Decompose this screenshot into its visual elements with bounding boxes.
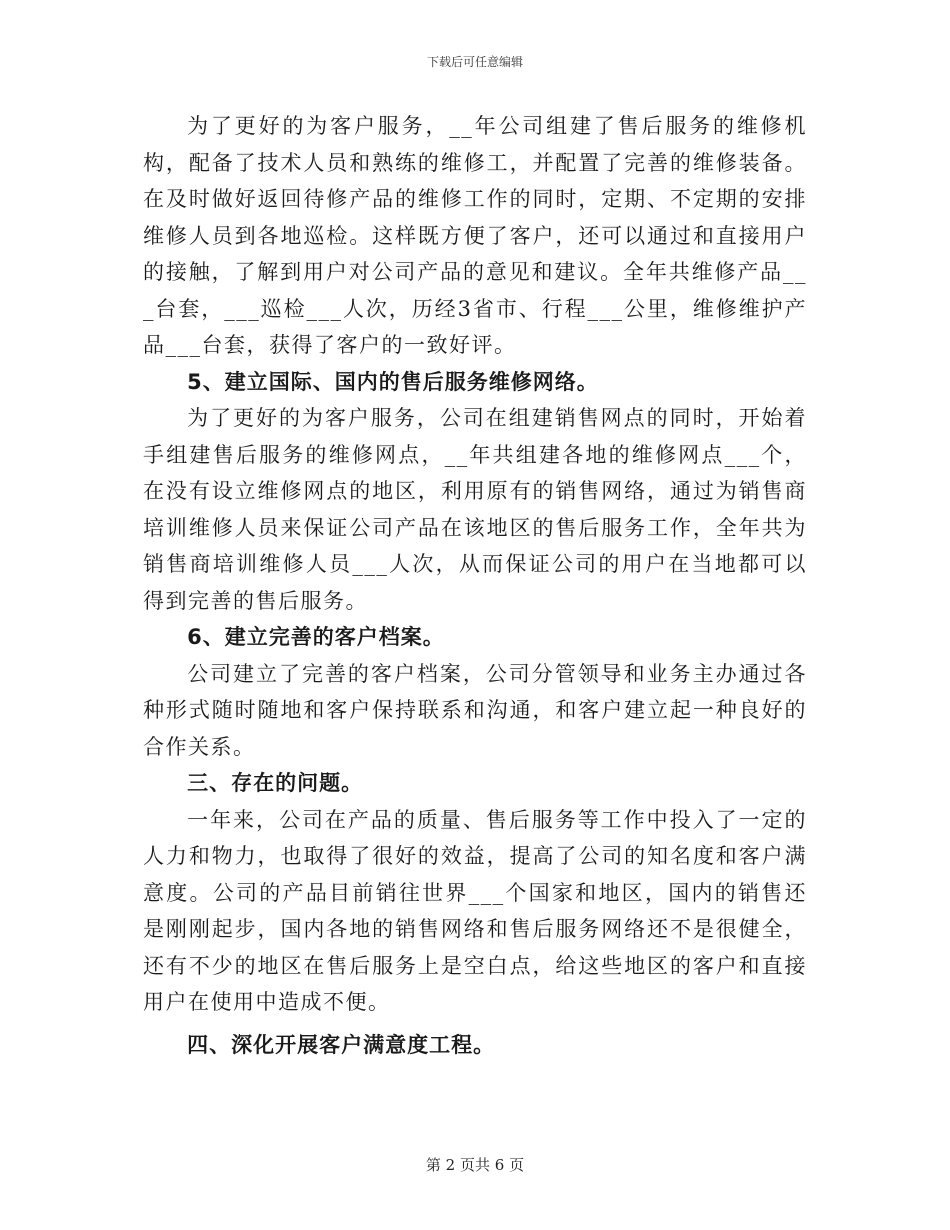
heading-satisfaction-project: 四、深化开展客户满意度工程。 [187,1032,496,1057]
paragraph-repair-service: 为了更好的为客户服务，__年公司组建了售后服务的维修机构，配备了技术人员和熟练的维修工，并配置了完善的维修装备。在及时做好返回待修产品的维修工作的同时，定期、不定期的安排维修人员到各地巡检。这样既方便了客户，还可以通过和直接用户的接触，了解到用户对公司产品的意见和建议。全年共维修产品___台套，___巡检___人次，历经3省市、行程___公里，维修维护产品___台套，获得了客户的一致好评。 [143,114,807,357]
page-footer: 第 2 页共 6 页 [425,1156,525,1174]
page-header: 下载后可任意编辑 [426,55,523,69]
heading-customer-archive: 6、建立完善的客户档案。 [187,625,445,649]
heading-service-network: 5、建立国际、国内的售后服务维修网络。 [187,369,599,394]
paragraph-service-network: 为了更好的为客户服务，公司在组建销售网点的同时，开始着手组建售后服务的维修网点，__年共组建各地的维修网点___个，在没有设立维修网点的地区，利用原有的销售网络，通过为销售商培训维修人员来保证公司产品在该地区的售后服务工作，全年共为销售商培训维修人员___人次，从而保证公司的用户在当地都可以得到完善的售后服务。 [143,406,807,613]
paragraph-existing-problems: 一年来，公司在产品的质量、售后服务等工作中投入了一定的人力和物力，也取得了很好的效益，提高了公司的知名度和客户满意度。公司的产品目前销往世界___个国家和地区，国内的销售还是刚刚起步，国内各地的销售网络和售后服务网络还不是很健全，还有不少的地区在售后服务上是空白点，给这些地区的客户和直接用户在使用中造成不便。 [143,807,807,1014]
document-body [143,108,807,1063]
heading-existing-problems: 三、存在的问题。 [187,771,364,795]
paragraph-customer-archive: 公司建立了完善的客户档案，公司分管领导和业务主办通过各种形式随时随地和客户保持联系和沟通，和客户建立起一种良好的合作关系。 [143,661,807,759]
